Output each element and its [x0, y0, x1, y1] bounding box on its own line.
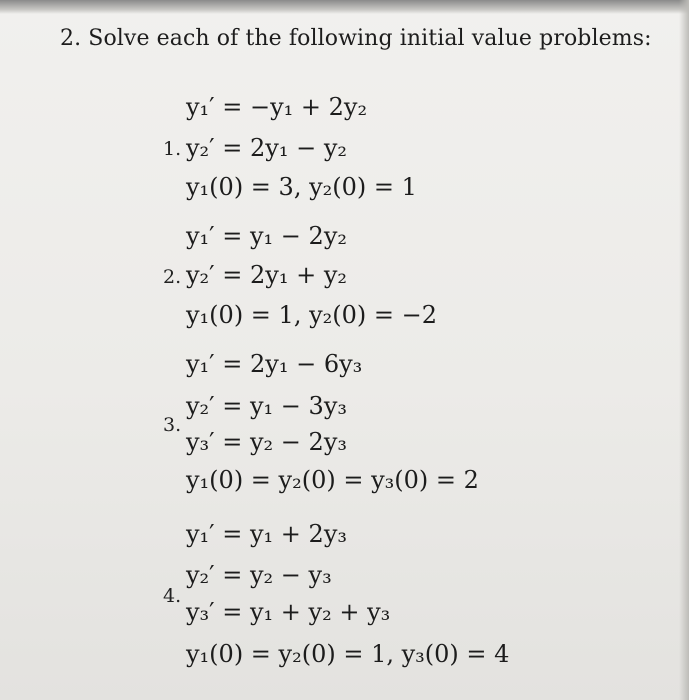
equation-line: y₂′ = y₂ − y₃	[186, 561, 332, 589]
equation-line: y₁′ = y₁ + 2y₃	[186, 520, 347, 548]
initial-condition-line: y₁(0) = y₂(0) = y₃(0) = 2	[186, 466, 479, 494]
question-heading: 2. Solve each of the following initial value problems:	[60, 26, 652, 51]
problem-number: 1.	[163, 138, 182, 160]
equation-line: y₃′ = y₁ + y₂ + y₃	[186, 598, 391, 626]
photo-right-edge	[679, 0, 689, 700]
equation-line: y₁′ = 2y₁ − 6y₃	[186, 350, 363, 378]
equation-line: y₂′ = 2y₁ + y₂	[186, 261, 347, 289]
problem-number: 3.	[163, 414, 182, 436]
equation-line: y₂′ = y₁ − 3y₃	[186, 392, 347, 420]
problem-number: 4.	[163, 585, 182, 607]
photo-top-edge	[0, 0, 689, 14]
problem-number: 2.	[163, 266, 182, 288]
equation-line: y₃′ = y₂ − 2y₃	[186, 428, 347, 456]
initial-condition-line: y₁(0) = 1, y₂(0) = −2	[186, 301, 437, 329]
equation-line: y₁′ = y₁ − 2y₂	[186, 222, 347, 250]
initial-condition-line: y₁(0) = y₂(0) = 1, y₃(0) = 4	[186, 640, 510, 668]
equation-line: y₂′ = 2y₁ − y₂	[186, 134, 347, 162]
equation-line: y₁′ = −y₁ + 2y₂	[186, 93, 368, 121]
initial-condition-line: y₁(0) = 3, y₂(0) = 1	[186, 173, 417, 201]
